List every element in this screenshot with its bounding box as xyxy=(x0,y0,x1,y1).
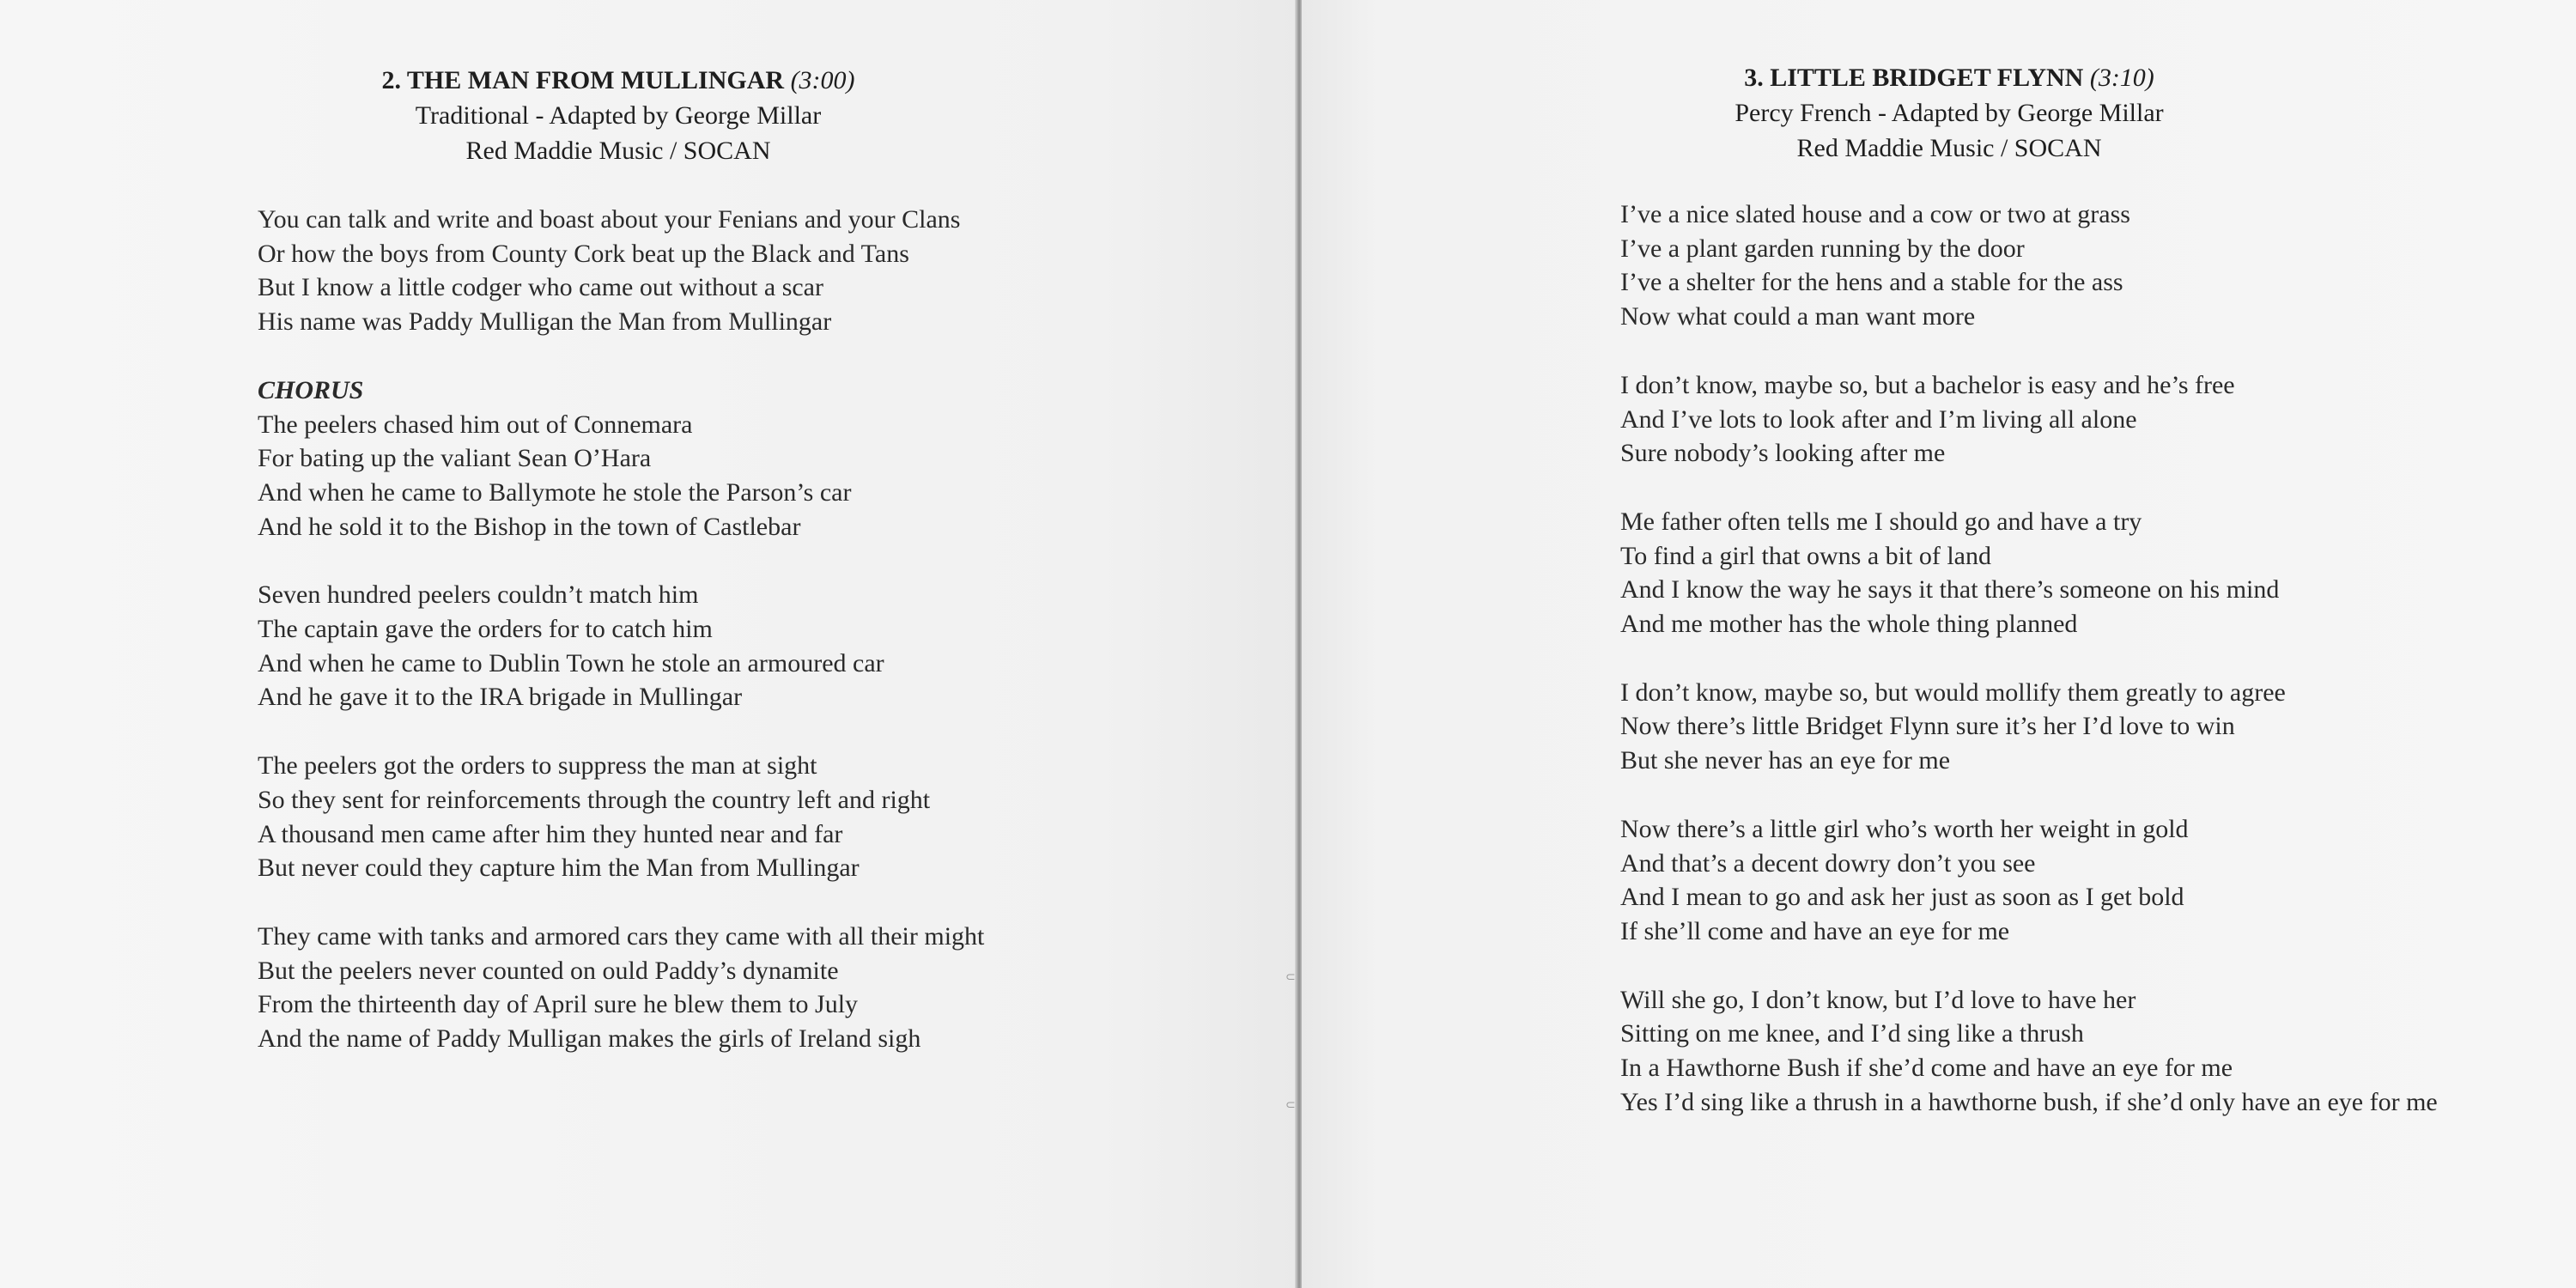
right-lyric-line: I’ve a shelter for the hens and a stable for the ass xyxy=(1620,268,2123,297)
right-lyric-line: And that’s a decent dowry don’t you see xyxy=(1620,848,2036,878)
right-song-lyrics xyxy=(1620,197,2438,1153)
spine-staple-bottom: ⊂ xyxy=(1285,1098,1296,1112)
left-stanza xyxy=(258,203,984,339)
right-song-credit: Percy French - Adapted by George Millar xyxy=(1735,99,2164,127)
left-stanza xyxy=(258,374,984,544)
right-lyric-line: In a Hawthorne Bush if she’d come and have an eye for me xyxy=(1620,1054,2233,1083)
right-lyric-line: To find a girl that owns a bit of land xyxy=(1620,541,1991,570)
right-song-publisher: Red Maddie Music / SOCAN xyxy=(1796,134,2102,162)
left-stanza xyxy=(258,920,984,1056)
right-lyric-line: I’ve a plant garden running by the door xyxy=(1620,234,2025,263)
right-stanza xyxy=(1620,983,2438,1120)
left-lyric-line: And the name of Paddy Mulligan makes the girls of Ireland sigh xyxy=(258,1024,921,1054)
left-lyric-line: The peelers got the orders to suppress the man at sight xyxy=(258,751,817,781)
left-song-header xyxy=(318,63,919,168)
left-chorus-label: CHORUS xyxy=(258,375,364,404)
right-lyric-line: Will she go, I don’t know, but I’d love to have her xyxy=(1620,985,2136,1014)
left-lyric-line: And he gave it to the IRA brigade in Mullingar xyxy=(258,683,743,712)
left-lyric-line: But I know a little codger who came out without a scar xyxy=(258,273,823,302)
right-stanza xyxy=(1620,505,2438,641)
right-lyric-line: And I mean to go and ask her just as soon as I get bold xyxy=(1620,883,2184,912)
right-lyric-line: I don’t know, maybe so, but would mollify them greatly to agree xyxy=(1620,677,2286,707)
left-lyric-line: You can talk and write and boast about your Fenians and your Clans xyxy=(258,205,961,234)
left-lyric-line: But never could they capture him the Man from Mullingar xyxy=(258,854,860,883)
right-lyric-line: Sure nobody’s looking after me xyxy=(1620,439,1946,468)
left-song-title: 2. THE MAN FROM MULLINGAR xyxy=(381,66,785,94)
left-lyric-line: And when he came to Ballymote he stole the Parson’s car xyxy=(258,477,852,507)
right-song-title-line xyxy=(1649,60,2250,95)
right-lyric-line: If she’ll come and have an eye for me xyxy=(1620,916,2010,945)
right-lyric-line: And me mother has the whole thing planned xyxy=(1620,610,2078,639)
right-lyric-line: Now what could a man want more xyxy=(1620,302,1976,331)
left-song-duration: (3:00) xyxy=(790,66,855,94)
right-page xyxy=(1302,0,2576,1288)
right-lyric-line: Sitting on me knee, and I’d sing like a thrush xyxy=(1620,1019,2084,1048)
right-lyric-line: And I’ve lots to look after and I’m living all alone xyxy=(1620,404,2137,434)
right-lyric-line: But she never has an eye for me xyxy=(1620,746,1951,775)
left-lyric-line: And he sold it to the Bishop in the town of Castlebar xyxy=(258,512,801,541)
left-song-title-line xyxy=(318,63,919,98)
left-lyric-line: The captain gave the orders for to catch him xyxy=(258,615,713,644)
left-song-publisher: Red Maddie Music / SOCAN xyxy=(465,137,771,165)
left-lyric-line: His name was Paddy Mulligan the Man from Mullingar xyxy=(258,307,832,337)
left-lyric-line: And when he came to Dublin Town he stole an armoured car xyxy=(258,648,884,677)
left-song-lyrics xyxy=(258,203,984,1091)
right-lyric-line: Yes I’d sing like a thrush in a hawthorne bush, if she’d only have an eye for me xyxy=(1620,1087,2438,1116)
left-lyric-line: For bating up the valiant Sean O’Hara xyxy=(258,444,652,473)
right-stanza xyxy=(1620,368,2438,471)
left-song-credit: Traditional - Adapted by George Millar xyxy=(415,101,822,130)
left-stanza xyxy=(258,578,984,714)
left-stanza xyxy=(258,749,984,885)
right-stanza xyxy=(1620,676,2438,778)
right-song-duration: (3:10) xyxy=(2089,64,2154,92)
left-lyric-line: They came with tanks and armored cars they came with all their might xyxy=(258,921,985,951)
left-lyric-line: So they sent for reinforcements through the country left and right xyxy=(258,785,931,814)
right-lyric-line: Me father often tells me I should go and have a try xyxy=(1620,507,2142,536)
right-stanza xyxy=(1620,197,2438,334)
right-lyric-line: And I know the way he says it that there’s someone on his mind xyxy=(1620,575,2280,605)
right-lyric-line: Now there’s a little girl who’s worth her weight in gold xyxy=(1620,814,2189,843)
right-lyric-line: I’ve a nice slated house and a cow or two at grass xyxy=(1620,200,2130,228)
left-lyric-line: Seven hundred peelers couldn’t match him xyxy=(258,580,699,610)
left-lyric-line: Or how the boys from County Cork beat up the Black and Tans xyxy=(258,239,909,268)
left-lyric-line: But the peelers never counted on ould Paddy’s dynamite xyxy=(258,956,839,985)
left-lyric-line: The peelers chased him out of Connemara xyxy=(258,410,693,439)
left-lyric-line: From the thirteenth day of April sure he blew them to July xyxy=(258,990,859,1019)
spine-staple-top: ⊂ xyxy=(1285,970,1296,984)
right-lyric-line: I don’t know, maybe so, but a bachelor is easy and he’s free xyxy=(1620,370,2235,399)
right-song-title: 3. LITTLE BRIDGET FLYNN xyxy=(1744,64,2084,92)
right-stanza xyxy=(1620,812,2438,949)
left-lyric-line: A thousand men came after him they hunted near and far xyxy=(258,819,843,848)
right-lyric-line: Now there’s little Bridget Flynn sure it’s her I’d love to win xyxy=(1620,712,2235,741)
right-song-header xyxy=(1649,60,2250,166)
